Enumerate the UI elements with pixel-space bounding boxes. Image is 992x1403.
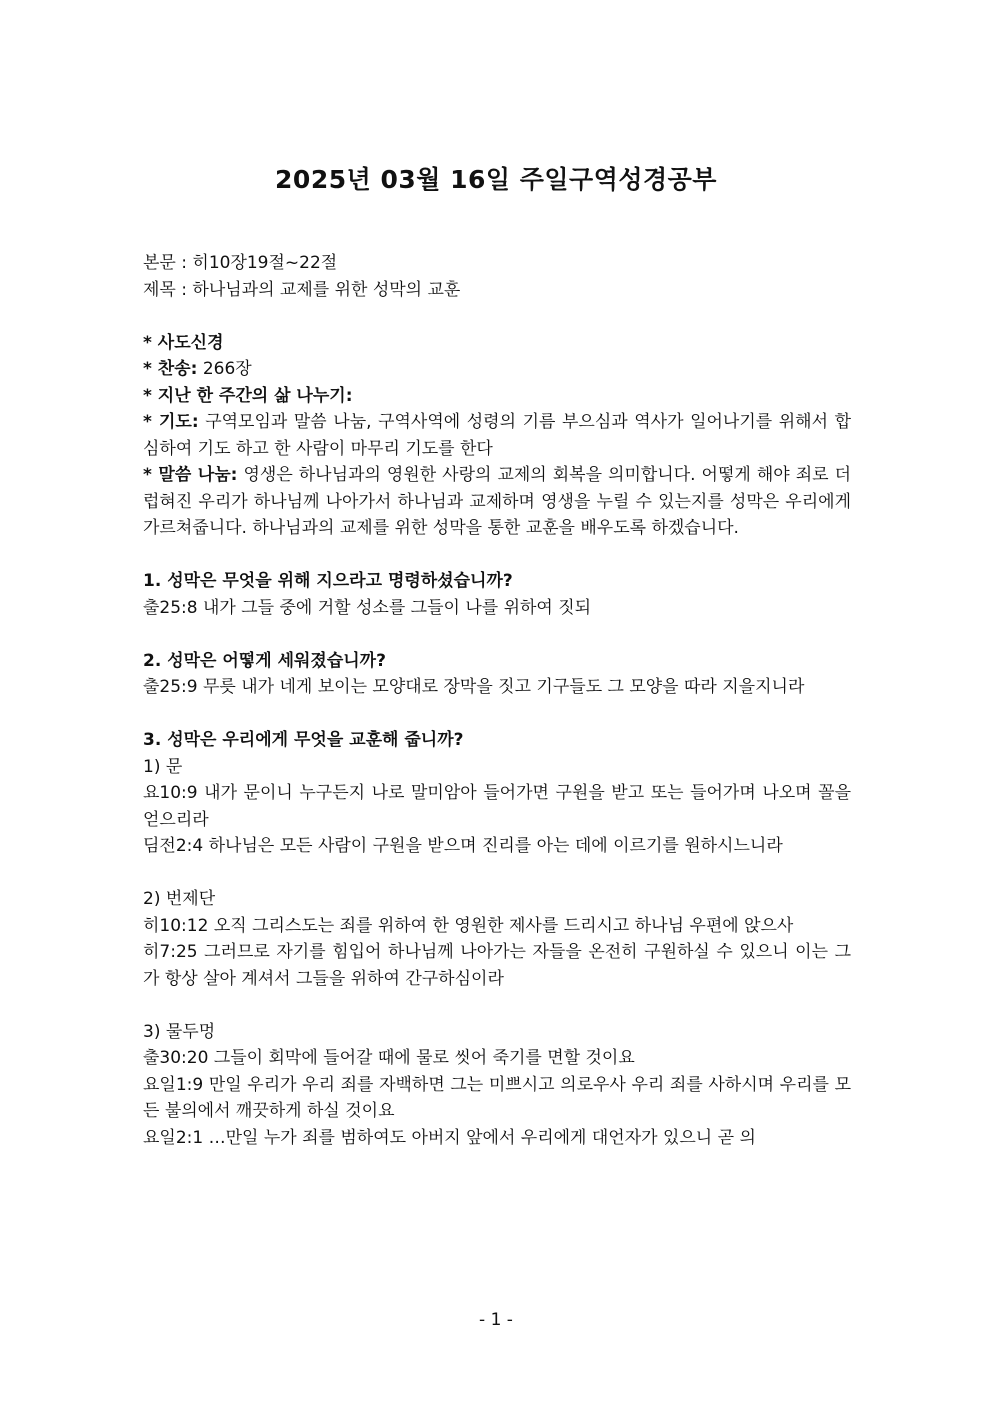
scripture-line xyxy=(143,250,851,277)
question-2: 2. 성막은 어떻게 세워졌습니까? xyxy=(143,650,386,671)
subject-value: 하나님과의 교제를 위한 성막의 교훈 xyxy=(192,279,461,300)
question-1-verse: 출25:8 내가 그들 중에 거할 성소를 그들이 나를 위하여 짓되 xyxy=(143,597,592,618)
section-3-verse-2: 요일1:9 만일 우리가 우리 죄를 자백하면 그는 미쁘시고 의로우사 우리 죄를 사하시며 우리를 모든 불의에서 깨끗하게 하실 것이요 xyxy=(143,1074,851,1121)
section-2-heading: 2) 번제단 xyxy=(143,889,216,909)
section-1-verse-1: 요10:9 내가 문이니 누구든지 나로 말미암아 들어가면 구원을 받고 또는 들어가며 나오며 꼴을 얻으리라 xyxy=(143,783,851,830)
scripture-value: 히10장19절~22절 xyxy=(192,253,338,273)
section-1-verse-2: 딤전2:4 하나님은 모든 사람이 구원을 받으며 진리를 아는 데에 이르기를 원하시느니라 xyxy=(143,836,783,856)
subject-label: 제목 : xyxy=(143,279,193,300)
prayer-text: 구역모임과 말씀 나눔, 구역사역에 성령의 기름 부으심과 역사가 일어나기를 위해서 합심하여 기도 하고 한 사람이 마무리 기도를 한다 xyxy=(143,412,852,459)
section-3-verse-1: 출30:20 그들이 회막에 들어갈 때에 물로 씻어 죽기를 면할 것이요 xyxy=(143,1048,635,1068)
document-title: 2025년 03월 16일 주일구역성경공부 xyxy=(275,165,717,194)
word-sharing-text: 영생은 하나님과의 영원한 사랑의 교제의 회복을 의미합니다. 어떻게 해야 죄로 더럽혀진 우리가 하나님께 나아가서 하나님과 교제하며 영생을 누릴 수 있는지를 성막은 우리에게 가르쳐줍니다. 하나님과의 교제를 위한 성막을 통한 교훈을 배우도록 하겠습니다. xyxy=(143,465,851,538)
hymn-label: * 찬송: xyxy=(143,359,198,379)
section-3-heading: 3) 물두멍 xyxy=(143,1021,216,1042)
section-3-verse-3: 요일2:1 …만일 누가 죄를 범하여도 아버지 앞에서 우리에게 대언자가 있으니 곧 의 xyxy=(143,1127,756,1148)
page-number: - 1 - xyxy=(479,1310,513,1330)
word-sharing-item xyxy=(143,462,851,542)
section-2-verse-2: 히7:25 그러므로 자기를 힘입어 하나님께 나아가는 자들을 온전히 구원하실 수 있으니 이는 그가 항상 살아 계셔서 그들을 위하여 간구하심이라 xyxy=(143,942,851,989)
document-body xyxy=(143,250,851,1151)
subject-line xyxy=(143,277,851,304)
sharing-item: * 지난 한 주간의 삶 나누기: xyxy=(143,385,353,406)
section-1-heading: 1) 문 xyxy=(143,756,183,777)
question-1: 1. 성막은 무엇을 위해 지으라고 명령하셨습니까? xyxy=(143,571,513,591)
word-sharing-label: * 말씀 나눔: xyxy=(143,465,238,485)
section-2-verse-1: 히10:12 오직 그리스도는 죄를 위하여 한 영원한 제사를 드리시고 하나님 우편에 앉으사 xyxy=(143,915,794,936)
prayer-label: * 기도: xyxy=(143,412,199,432)
hymn-value: 266장 xyxy=(197,359,252,379)
question-2-verse: 출25:9 무릇 내가 네게 보이는 모양대로 장막을 짓고 기구들도 그 모양을 따라 지을지니라 xyxy=(143,677,805,697)
hymn-item xyxy=(143,356,851,383)
prayer-item xyxy=(143,409,851,462)
question-3: 3. 성막은 우리에게 무엇을 교훈해 줍니까? xyxy=(143,730,464,750)
scripture-label: 본문 : xyxy=(143,253,193,273)
creed-item: * 사도신경 xyxy=(143,332,224,353)
